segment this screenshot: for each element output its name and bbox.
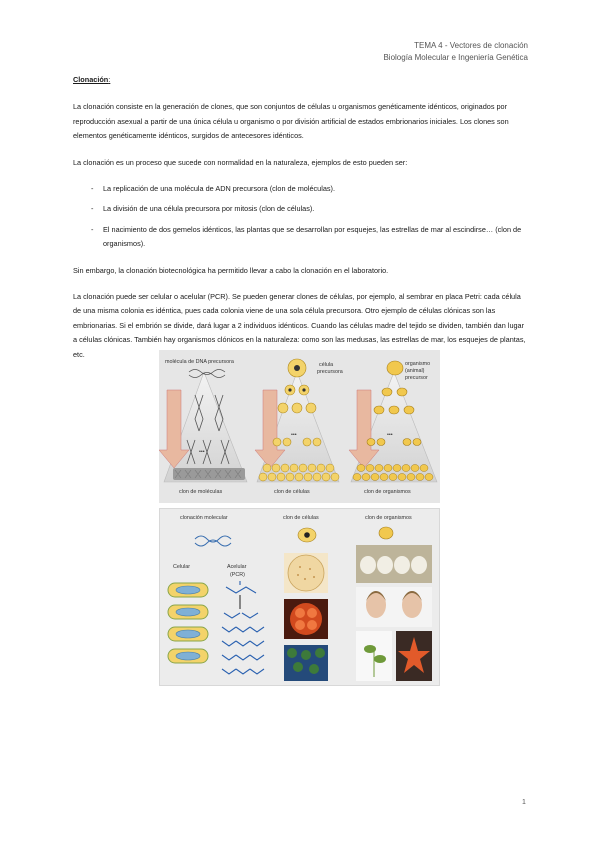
cloning-examples-illustration	[160, 509, 439, 685]
page-header	[383, 40, 528, 64]
label-cell-precursor-2: precursora	[317, 369, 343, 375]
dots-molecules: •••	[199, 449, 205, 455]
paragraph-examples-intro: La clonación es un proceso que sucede con normalidad en la naturaleza, ejemplos de esto pueden ser:	[73, 157, 408, 167]
label-org-precursor-2: (animal)	[405, 368, 425, 374]
paragraph-definition: La clonación consiste en la generación de clones, que son conjuntos de células u organismos genéticamente idénticos, originados por reproducción asexual a partir de una única célula u organismo o por división artificial de estados embrionarios iniciales. Los clones son elementos genéticamente idénticos, surgidos de antecesores idénticos.	[73, 102, 509, 141]
label-org-precursor-3: precursor	[405, 375, 428, 381]
header-topic: TEMA 4 - Vectores de clonación	[414, 41, 528, 50]
label-acelular: Acelular	[227, 564, 247, 570]
list-item: - El nacimiento de dos gemelos idénticos, las plantas que se desarrollan por esquejes, las estrellas de mar al escindirse… (clon de organismos).	[73, 223, 529, 252]
heading-cell-clone: clon de células	[283, 515, 319, 521]
cloning-types-figure	[159, 350, 440, 503]
list-item: - La replicación de una molécula de ADN precursora (clon de moléculas).	[73, 182, 529, 196]
header-subject: Biología Molecular e Ingeniería Genética	[383, 53, 528, 62]
section-title	[73, 73, 529, 87]
cloning-triangles-illustration	[159, 350, 440, 503]
heading-organism-clone: clon de organismos	[365, 515, 412, 521]
dots-organisms: •••	[387, 432, 393, 438]
caption-clone-organisms: clon de organismos	[364, 489, 411, 495]
section-title-colon: :	[108, 75, 111, 84]
caption-clone-cells: clon de células	[274, 489, 310, 495]
label-cell-precursor-1: célula	[319, 362, 334, 368]
label-dna-precursor: molécula de DNA precursora	[165, 359, 234, 365]
examples-list	[73, 182, 529, 252]
label-celular: Celular	[173, 564, 191, 570]
label-org-precursor-1: organismo	[405, 361, 431, 367]
list-item: - La división de una célula precursora por mitosis (clon de células).	[73, 202, 529, 216]
page-number: 1	[522, 799, 526, 806]
dots-cells: •••	[291, 432, 297, 438]
paragraph-biotech: Sin embargo, la clonación biotecnológica ha permitido llevar a cabo la clonación en el laboratorio.	[73, 265, 389, 275]
heading-molecular-cloning: clonación molecular	[180, 515, 228, 521]
section-title-text: Clonación	[73, 75, 109, 84]
caption-clone-molecules: clon de moléculas	[179, 489, 223, 495]
paragraph-cellular: La clonación puede ser celular o acelular (PCR). Se pueden generar clones de células, por ejemplo, al sembrar en placa Petri: cada célula de una misma colonia es idéntica, pues cada colonia viene de una sola célula precursora. Otro ejemplo de células clónicas son las embrionarias. Si el embrión se divide, dará lugar a 2 individuos idénticos. Cuando las células madre del tejido se dividen, también dan lugar a células clónicas. También hay organismos clónicos en la naturaleza: como son las medusas, las estrellas de mar, los esquejes de plantas, etc.	[73, 292, 526, 359]
document-body	[73, 73, 529, 374]
label-pcr: (PCR)	[230, 572, 245, 578]
cloning-examples-figure	[159, 508, 440, 686]
